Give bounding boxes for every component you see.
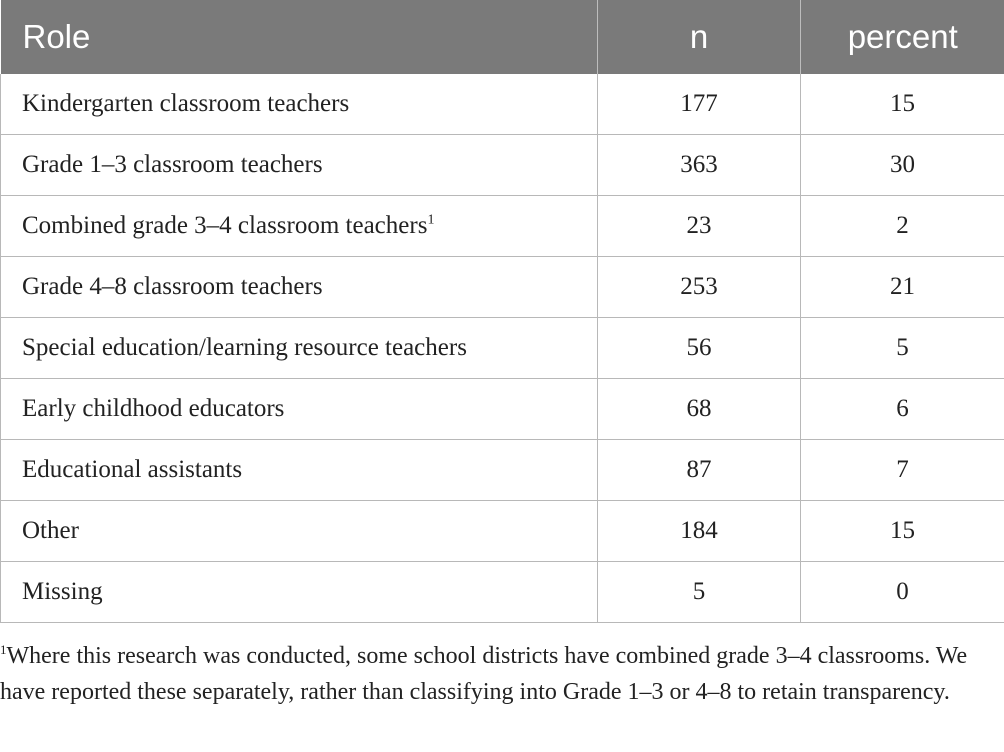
cell-percent: 15 <box>801 501 1004 562</box>
role-label: Other <box>22 517 79 544</box>
cell-n: 68 <box>598 379 801 440</box>
table-row <box>1 501 1004 562</box>
cell-role <box>1 440 598 501</box>
footnote-text: Where this research was conducted, some school districts have combined grade 3–4 classrooms. We have reported these separately, rather than classifying into Grade 1–3 or 4–8 to retain transparency. <box>0 643 968 705</box>
cell-percent: 2 <box>801 196 1004 257</box>
table-body <box>1 74 1004 623</box>
cell-n: 5 <box>598 562 801 623</box>
footnote-marker: 1 <box>0 642 7 657</box>
table-row <box>1 257 1004 318</box>
cell-role <box>1 196 598 257</box>
cell-percent: 0 <box>801 562 1004 623</box>
footnote-reference: 1 <box>427 212 435 228</box>
table-row <box>1 135 1004 196</box>
cell-percent: 15 <box>801 74 1004 135</box>
cell-n: 253 <box>598 257 801 318</box>
cell-percent: 7 <box>801 440 1004 501</box>
role-label: Kindergarten classroom teachers <box>22 90 350 117</box>
header-role: Role <box>1 0 598 74</box>
header-n: n <box>598 0 801 74</box>
header-row <box>1 0 1004 74</box>
header-percent: percent <box>801 0 1004 74</box>
cell-n: 87 <box>598 440 801 501</box>
cell-percent: 21 <box>801 257 1004 318</box>
role-label: Special education/learning resource teachers <box>22 334 467 361</box>
role-label: Grade 1–3 classroom teachers <box>22 151 323 178</box>
cell-role <box>1 379 598 440</box>
role-label: Combined grade 3–4 classroom teachers <box>22 212 428 239</box>
role-label: Missing <box>22 578 103 605</box>
table-row <box>1 440 1004 501</box>
cell-role <box>1 257 598 318</box>
table-row <box>1 562 1004 623</box>
role-label: Educational assistants <box>22 456 243 483</box>
role-label: Grade 4–8 classroom teachers <box>22 273 323 300</box>
table-row <box>1 318 1004 379</box>
cell-role <box>1 318 598 379</box>
cell-role <box>1 135 598 196</box>
cell-n: 184 <box>598 501 801 562</box>
cell-percent: 6 <box>801 379 1004 440</box>
table-row <box>1 74 1004 135</box>
table-header <box>1 0 1004 74</box>
table-footnote <box>0 638 990 710</box>
cell-n: 56 <box>598 318 801 379</box>
role-label: Early childhood educators <box>22 395 285 422</box>
cell-role <box>1 74 598 135</box>
cell-n: 177 <box>598 74 801 135</box>
cell-n: 363 <box>598 135 801 196</box>
cell-percent: 5 <box>801 318 1004 379</box>
table-row <box>1 196 1004 257</box>
cell-role <box>1 562 598 623</box>
cell-percent: 30 <box>801 135 1004 196</box>
table-row <box>1 379 1004 440</box>
cell-role <box>1 501 598 562</box>
cell-n: 23 <box>598 196 801 257</box>
